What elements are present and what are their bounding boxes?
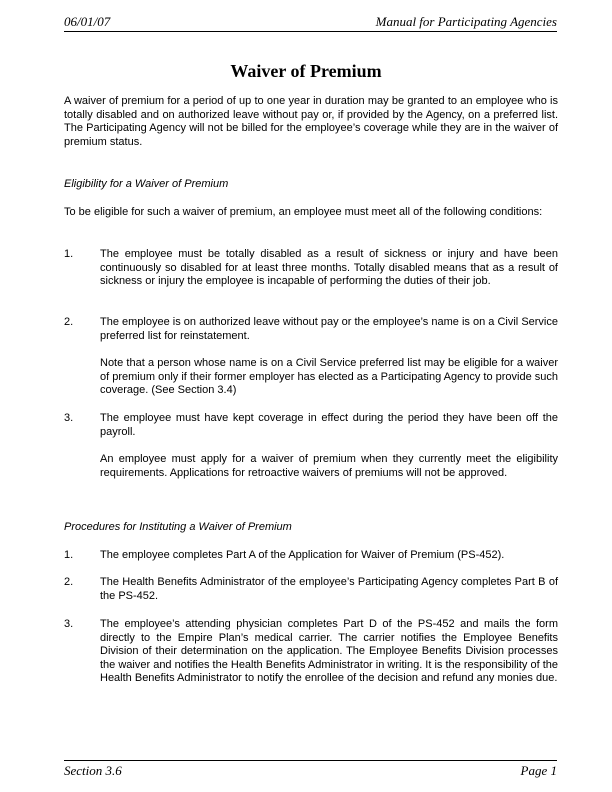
footer-rule: [64, 760, 557, 761]
footer-page-number: Page 1: [520, 763, 557, 778]
header-rule: [64, 31, 557, 32]
page-title: Waiver of Premium: [230, 61, 382, 81]
procedures-heading: Procedures for Instituting a Waiver of Premium: [64, 521, 292, 533]
procedure-item-2-number: 2.: [64, 576, 74, 588]
procedure-item-3-number: 3.: [64, 618, 74, 630]
procedure-item-3-text: The employee’s attending physician completes Part D of the PS-452 and mails the form directly to the Empire Plan’s medical carrier. The carrier notifies the Employee Benefits Division of their determination on the application. The Employee Benefits Division processes the waiver and notifies the Health Benefits Administrator in writing. It is the responsibility of the Health Benefits Administrator to notify the enrollee of the decision and refund any monies due.: [100, 618, 558, 684]
eligibility-item-1-text: The employee must be totally disabled as a result of sickness or injury and have been continuously so disabled for at least three months. Totally disabled means that as a result of sickness or injury the employee is incapable of performing the duties of their job.: [100, 248, 558, 287]
eligibility-item-3-note: An employee must apply for a waiver of premium when they currently meet the eligibility requirements. Applications for retroactive waivers of premiums will not be approved.: [100, 453, 558, 479]
header-date: 06/01/07: [64, 14, 111, 29]
page-header: [64, 14, 557, 32]
eligibility-item-3-text: The employee must have kept coverage in effect during the period they have been off the payroll.: [100, 412, 558, 438]
eligibility-lead: To be eligible for such a waiver of premium, an employee must meet all of the following conditions:: [64, 206, 543, 218]
intro-paragraph: A waiver of premium for a period of up to one year in duration may be granted to an employee who is totally disabled and on authorized leave without pay or, if provided by the Agency, on a preferred list. The Participating Agency will not be billed for the employee’s coverage while they are in the waiver of premium status.: [64, 95, 558, 148]
procedure-item-2-text: The Health Benefits Administrator of the employee’s Participating Agency completes Part B of the PS-452.: [100, 576, 558, 602]
header-manual-title: Manual for Participating Agencies: [375, 14, 557, 29]
procedure-item-1-number: 1.: [64, 549, 74, 561]
eligibility-item-2-number: 2.: [64, 316, 74, 328]
procedure-item-1-text: The employee completes Part A of the Application for Waiver of Premium (PS-452).: [100, 549, 505, 561]
eligibility-heading: Eligibility for a Waiver of Premium: [64, 178, 229, 190]
eligibility-item-2-text: The employee is on authorized leave without pay or the employee’s name is on a Civil Service preferred list for reinstatement.: [100, 316, 558, 342]
eligibility-item-1-number: 1.: [64, 248, 74, 260]
eligibility-item-3-number: 3.: [64, 412, 74, 424]
footer-section: Section 3.6: [64, 763, 122, 778]
eligibility-item-2-note: Note that a person whose name is on a Civil Service preferred list may be eligible for a waiver of premium only if their former employer has elected as a Participating Agency to provide such coverage. (See Section 3.4): [100, 357, 558, 396]
page-footer: [64, 763, 557, 781]
